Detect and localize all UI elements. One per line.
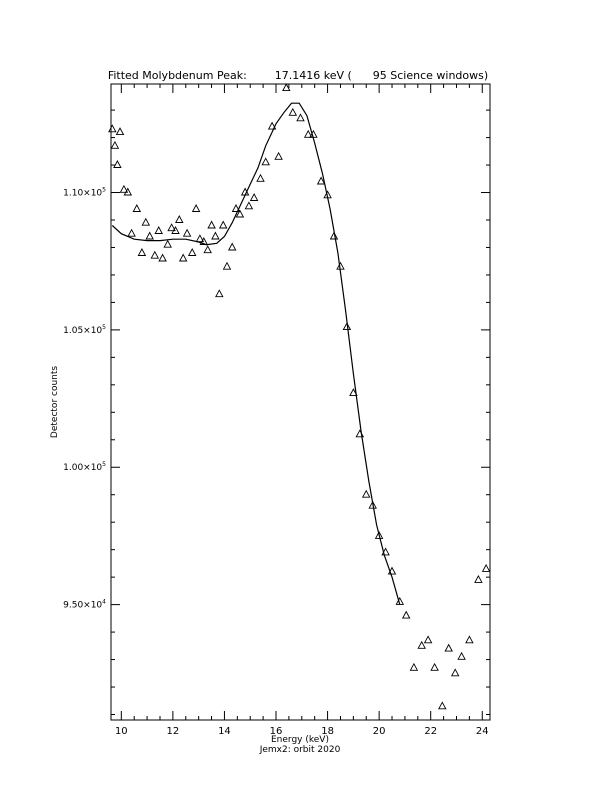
data-point-triangle [189, 249, 196, 256]
data-point-triangle [403, 612, 410, 619]
fit-curve [112, 103, 400, 604]
data-point-triangle [452, 669, 459, 676]
data-point-triangle [124, 189, 131, 196]
data-point-triangle [114, 161, 121, 168]
data-point-triangle [212, 233, 219, 240]
x-tick-label: 12 [166, 726, 180, 737]
y-tick-label: $1.05\times 10^5$ [63, 323, 106, 336]
data-point-triangle [193, 205, 200, 212]
data-point-triangle [251, 194, 258, 201]
data-point-triangle [275, 153, 282, 160]
data-point-triangle [410, 664, 417, 671]
data-point-triangle [458, 653, 465, 660]
data-point-triangle [431, 664, 438, 671]
y-tick-label: $1.10\times 10^5$ [63, 186, 106, 199]
y-axis-label: Detector counts [50, 365, 60, 439]
data-point-triangle [208, 222, 215, 229]
data-point-triangle [109, 125, 116, 132]
data-point-triangle [262, 158, 269, 165]
data-point-triangle [475, 576, 482, 583]
data-point-triangle [363, 491, 370, 498]
chart-title: Fitted Molybdenum Peak: 17.1416 keV ( 95 Science windows) [107, 69, 489, 82]
data-point-triangle [142, 219, 149, 226]
y-tick-label: $9.50\times 10^4$ [63, 598, 106, 611]
data-point-triangle [164, 241, 171, 248]
data-point-triangle [146, 233, 153, 240]
x-tick-label: 24 [475, 726, 489, 737]
data-point-triangle [216, 290, 223, 297]
data-point-triangle [138, 249, 145, 256]
data-point-triangle [445, 645, 452, 652]
data-point-triangle [224, 263, 231, 270]
data-point-triangle [439, 702, 446, 709]
data-point-triangle [151, 252, 158, 259]
data-point-triangle [111, 142, 118, 149]
x-tick-label: 20 [372, 726, 386, 737]
x-tick-label: 22 [424, 726, 438, 737]
data-point-triangle [483, 565, 490, 572]
x-tick-label: 16 [269, 726, 283, 737]
data-point-triangle [184, 230, 191, 237]
data-point-triangle [133, 205, 140, 212]
data-point-triangle [229, 244, 236, 251]
data-point-triangle [220, 222, 227, 229]
data-point-triangle [297, 114, 304, 121]
data-point-triangle [176, 216, 183, 223]
x-tick-label: 14 [218, 726, 231, 737]
x-axis-label: Energy (keV) [271, 735, 329, 745]
data-point-triangle [466, 636, 473, 643]
data-point-triangle [180, 255, 187, 262]
data-point-triangle [257, 175, 264, 182]
data-point-triangle [117, 128, 124, 135]
data-point-triangle [159, 255, 166, 262]
y-tick-label: $1.00\times 10^5$ [63, 461, 106, 474]
x-tick-label: 10 [114, 726, 128, 737]
plot-frame [111, 84, 490, 720]
x-tick-label: 18 [321, 726, 334, 737]
data-point-triangle [128, 230, 135, 237]
data-point-triangle [245, 202, 252, 209]
data-point-triangle [425, 636, 432, 643]
data-point-triangle [204, 246, 211, 253]
chart-caption: Jemx2: orbit 2020 [259, 745, 341, 755]
data-point-triangle [289, 109, 296, 116]
data-point-triangle [155, 227, 162, 234]
